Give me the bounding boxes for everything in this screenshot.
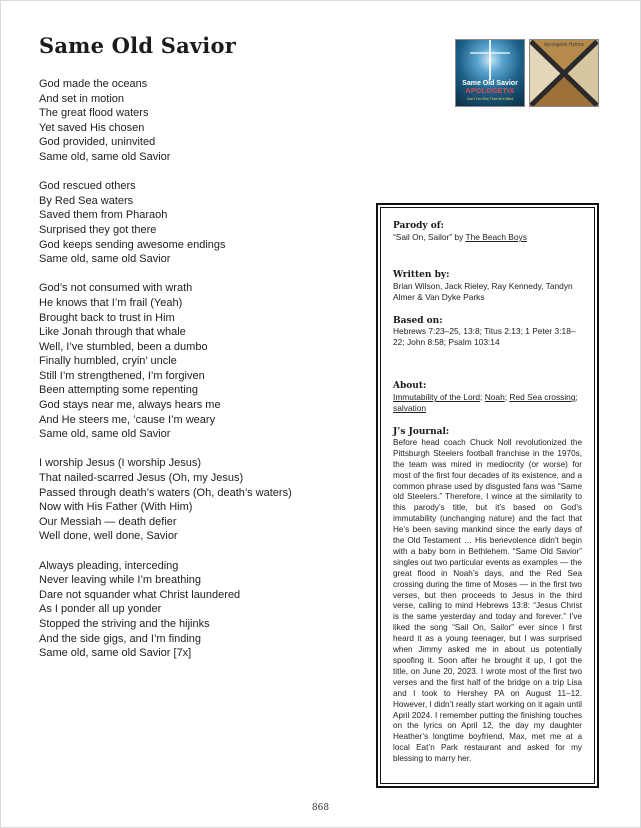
cover-tagline: Can't You See That He's Blind <box>466 97 514 101</box>
lyric-line: God rescued others <box>39 180 136 193</box>
parody-song: “Sail On, Sailor” by <box>393 231 466 242</box>
lyric-line: I worship Jesus (I worship Jesus) <box>39 457 201 470</box>
about-topic-link[interactable]: Immutability of the Lord <box>393 392 481 403</box>
lyric-line: Well, I’ve stumbled, been a dumbo <box>39 340 208 353</box>
based-section <box>393 316 582 349</box>
written-section <box>393 270 582 303</box>
lyric-line: Stopped the striving and the hijinks <box>39 617 210 630</box>
lyric-line: Well done, well done, Savior <box>39 530 178 543</box>
lyric-line: By Red Sea waters <box>39 194 134 207</box>
based-heading: Based on: <box>393 315 443 326</box>
about-topics: Immutability of the Lord; Noah; Red Sea crossing; salvation <box>393 392 578 414</box>
lyric-line: God keeps sending awesome endings <box>39 238 226 251</box>
album-cover-same-old-savior[interactable] <box>455 39 525 107</box>
lyric-stanza <box>39 456 359 544</box>
page-number: 868 <box>311 803 330 813</box>
journal-section <box>393 427 582 765</box>
cover-artist: APOLOGETIX <box>465 88 515 95</box>
lyric-line: Dare not squander what Christ laundered <box>39 588 241 601</box>
lyric-line: And He steers me, ’cause I’m weary <box>39 413 216 426</box>
cross-beam-graphic <box>470 52 510 54</box>
lyric-line: God stays near me, always hears me <box>39 399 221 412</box>
lyric-line: And the side gigs, and I’m finding <box>39 632 202 645</box>
lyric-line: Brought back to trust in Him <box>39 311 175 324</box>
song-info-inner <box>380 207 595 784</box>
parody-line <box>393 232 582 243</box>
parody-artist-link[interactable]: The Beach Boys <box>465 231 527 242</box>
lyric-line: Still I’m strengthened, I’m forgiven <box>39 369 205 382</box>
lyric-line: And set in motion <box>39 92 124 105</box>
lyric-line: He knows that I’m frail (Yeah) <box>39 296 183 309</box>
lyric-line: Been attempting some repenting <box>39 384 198 397</box>
lyric-line: Passed through death’s waters (Oh, death’s waters) <box>39 486 292 499</box>
based-refs: Hebrews 7:23–25, 13:8; Titus 2:13; 1 Peter 3:18–22; John 8:58; Psalm 103:14 <box>393 326 576 348</box>
about-topic-link[interactable]: Red Sea crossing <box>509 392 576 403</box>
lyric-line: Surprised they got there <box>39 223 157 236</box>
lyric-stanza <box>39 179 359 267</box>
page-title: Same Old Savior <box>39 33 236 58</box>
lyric-line: Always pleading, interceding <box>39 559 179 572</box>
lyric-line: Saved them from Pharaoh <box>39 209 168 222</box>
lyric-line: Yet saved His chosen <box>39 121 145 134</box>
lyric-line: Same old, same old Savior [7x] <box>39 647 192 660</box>
about-topic-link[interactable]: salvation <box>393 403 427 414</box>
parody-section <box>393 221 582 243</box>
lyric-line: As I ponder all up yonder <box>39 603 162 616</box>
lyric-line: The great flood waters <box>39 107 149 120</box>
lyric-line: Same old, same old Savior <box>39 253 171 266</box>
cover-title: Apologetix Hymns <box>543 42 585 48</box>
about-heading: About: <box>393 381 427 392</box>
album-cover-hymns[interactable] <box>529 39 599 107</box>
light-ray-graphic <box>489 40 491 80</box>
lyric-line: Finally humbled, cryin’ uncle <box>39 355 177 368</box>
lyric-stanza <box>39 77 359 165</box>
lyric-line: Like Jonah through that whale <box>39 326 186 339</box>
lyric-line: Our Messiah — death defier <box>39 515 177 528</box>
lyric-stanza <box>39 281 359 442</box>
spacer <box>393 256 582 270</box>
writers-text: Brian Wilson, Jack Rieley, Ray Kennedy, Tandyn Almer & Van Dyke Parks <box>393 280 573 302</box>
written-heading: Written by: <box>393 269 450 280</box>
lyric-stanza <box>39 559 359 661</box>
lyric-line: Same old, same old Savior <box>39 150 171 163</box>
lyric-line: Now with His Father (With Him) <box>39 501 193 514</box>
about-topic-link[interactable]: Noah <box>484 392 505 403</box>
lyric-line: Same old, same old Savior <box>39 428 171 441</box>
lyric-line: God provided, uninvited <box>39 136 156 149</box>
parody-heading: Parody of: <box>393 221 444 231</box>
lyric-line: That nailed-scarred Jesus (Oh, my Jesus) <box>39 472 244 485</box>
journal-heading: J’s Journal: <box>393 426 450 437</box>
journal-text: Before head coach Chuck Noll revolutionized the Pittsburgh Steelers football franchise in the 1970s, the team was mired in mediocrity (or worse) for most of the first four decades of its existence, and a common phrase used by disgusted fans was “Same old Steelers.” Therefore, I wince at the similarity to this parody’s title, but it’s based on God’s immutability (unchanging nature) and the fact that He’s been saving mankind since the early days of the Old Testament … His benevolence didn’t begin with a baby born in Bethlehem. “Same Old Savior” singles out two particular events as examples — the great flood in Noah’s days, and the Red Sea crossing during the time of Moses — in the first two verses, but then proceeds to Jesus in the third verse, calling to mind Hebrews 13:8: “Jesus Christ is the same yesterday and today and forever.” I’ve liked the song “Sail On, Sailor” ever since I first heard it as a young teenager, but I was surprised when Jimmy asked me in about us potentially spoofing it. Soon after he brought it up, I got the title, on June 20, 2023. I wrote most of the first two verses and the first half of the bridge on a trip Lisa and I took to Hershey PA on August 11–12. However, I didn’t really start working on it again until April 2024. I remember putting the finishing touches on the lyrics on April 12, the day my daughter Heather’s longtime boyfriend, Max, met me at a local Eat’n Park restaurant and asked for my blessing to marry her. <box>393 437 582 764</box>
lyric-line: Never leaving while I’m breathing <box>39 574 202 587</box>
lyric-line: God made the oceans <box>39 78 148 90</box>
spacer <box>393 361 582 381</box>
cover-title: Same Old Savior <box>462 80 518 87</box>
song-info-box <box>376 203 599 788</box>
about-section <box>393 381 582 414</box>
lyrics-body <box>39 77 359 675</box>
lyric-line: God’s not consumed with wrath <box>39 282 193 295</box>
